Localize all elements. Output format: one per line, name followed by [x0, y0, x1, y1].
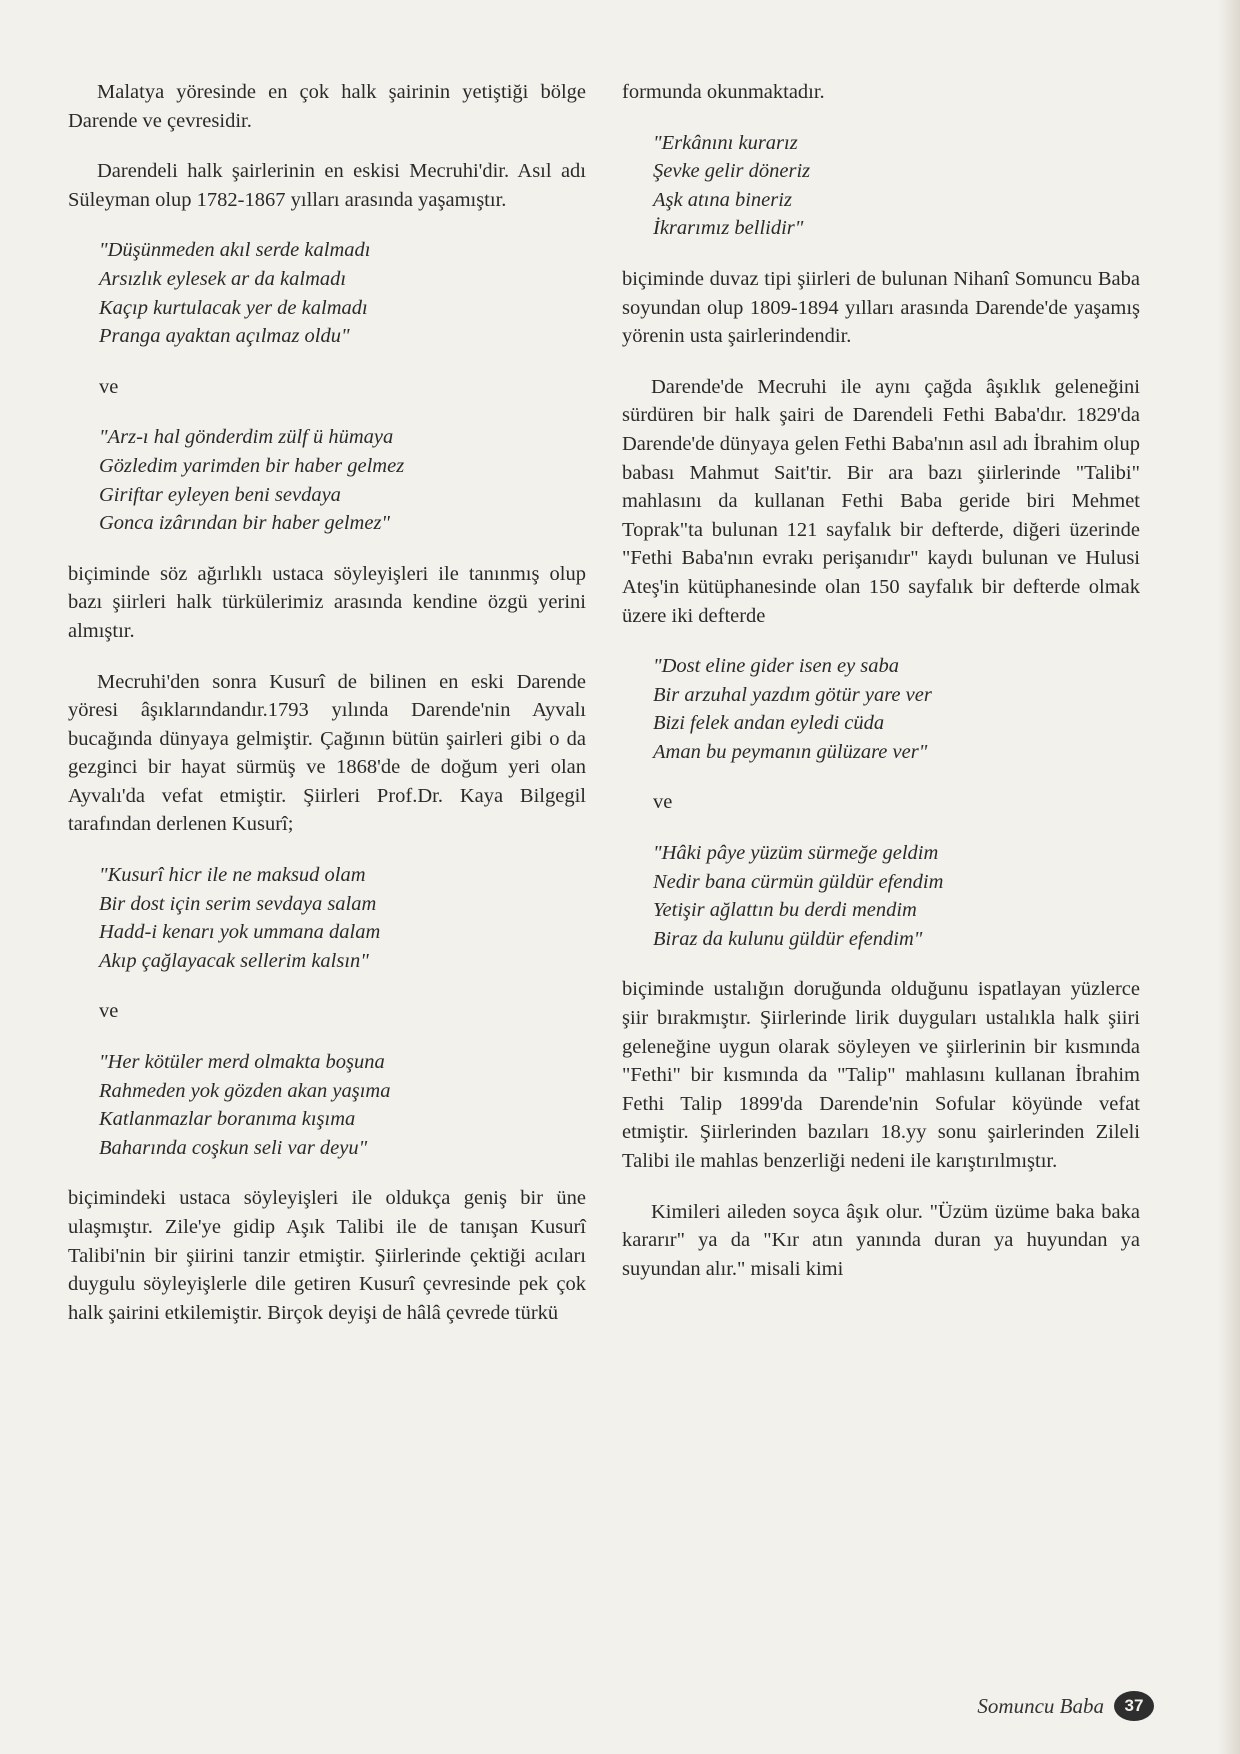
left-paragraph-5: biçimindeki ustaca söyleyişleri ile oldukça geniş bir üne ulaşmıştır. Zile'ye gidip Aşık Talibi ile de tanışan Kusurî Talibi'nin bir şiirini tanzir etmiştir. Şiirlerinde çektiği acıları duygulu söyleyişlerle dile getiren Kusurî çevresinde pek çok halk şairini etkilemiştir. Birçok deyişi de hâlâ çevrede türkü — [68, 1187, 586, 1324]
verse-line: "Dost eline gider isen ey saba — [653, 655, 900, 678]
verse-line: Şevke gelir döneriz — [653, 160, 811, 183]
verse-line: "Düşünmeden akıl serde kalmadı — [99, 239, 371, 262]
right-paragraph-2: biçiminde duvaz tipi şiirleri de bulunan Nihanî Somuncu Baba soyundan olup 1809-1894 yılları arasında Darende'de yaşamış yörenin usta şairlerindendir. — [622, 267, 1140, 348]
verse-line: Yetişir ağlattın bu derdi mendim — [653, 899, 917, 922]
verse-line: Bizi felek andan eyledi cüda — [653, 712, 885, 735]
right-verse-3 — [622, 839, 1140, 953]
page-number-badge: 37 — [1114, 1691, 1154, 1721]
left-paragraph-2: Darendeli halk şairlerinin en eskisi Mecruhi'dir. Asıl adı Süleyman olup 1782-1867 yılları arasında yaşamıştır. — [68, 160, 586, 211]
right-verse-1 — [622, 129, 1140, 243]
verse-line: Bir dost için serim sevdaya salam — [99, 892, 377, 915]
right-column — [622, 78, 1140, 1305]
verse-line: "Her kötüler merd olmakta boşuna — [99, 1051, 385, 1074]
verse-line: Giriftar eyleyen beni sevdaya — [99, 483, 341, 506]
left-verse-1 — [68, 236, 586, 350]
verse-line: Gonca izârından bir haber gelmez" — [99, 512, 391, 535]
verse-line: "Kusurî hicr ile ne maksud olam — [99, 864, 366, 887]
verse-line: Hadd-i kenarı yok ummana dalam — [99, 921, 381, 944]
right-paragraph-4: biçiminde ustalığın doruğunda olduğunu ispatlayan yüzlerce şiir bırakmıştır. Şiirlerinde lirik duyguları ustalıkla halk şiiri geleneğine uygun olarak söyleyen ve şiirlerinin bir kısmında "Fethi" bir kısmında da "Talip" mahlasını kullanan İbrahim Fethi Talip 1899'da Darende'nin Sofular köyünde vefat etmiştir. Şiirlerinden bazıları 18.yy sonu şairlerinden Zileli Talibi ile mahlas benzerliği nedeni ile karıştırılmıştır. — [622, 978, 1140, 1172]
verse-line: Bir arzuhal yazdım götür yare ver — [653, 683, 932, 706]
verse-line: Rahmeden yok gözden akan yaşıma — [99, 1079, 391, 1102]
left-paragraph-4: Mecruhi'den sonra Kusurî de bilinen en eski Darende yöresi âşıklarındandır.1793 yılında Darende'nin Ayvalı bucağında dünyaya gelmiştir. Çağının bütün şairleri gibi o da gezginci bir hayat sürmüş ve 1868'de de doğum yeri olan Ayvalı'da vefat etmiştir. Şiirleri Prof.Dr. Kaya Bilgegil tarafından derlenen Kusurî; — [68, 670, 586, 836]
left-conjunction-1: ve — [99, 375, 119, 398]
verse-line: Gözledim yarimden bir haber gelmez — [99, 454, 405, 477]
verse-line: "Arz-ı hal gönderdim zülf ü hümaya — [99, 426, 394, 449]
verse-line: Aman bu peymanın gülüzare ver" — [653, 740, 928, 763]
verse-line: Aşk atına bineriz — [653, 188, 792, 211]
right-paragraph-3: Darende'de Mecruhi ile aynı çağda âşıklık geleneğini sürdüren bir halk şairi de Darendeli Fethi Baba'dır. 1829'da Darende'de dünyaya gelen Fethi Baba'nın asıl adı İbrahim olup babası Mahmut Sait'tir. Bir ara bazı şiirlerinde "Talibi" mahlasını da kullanan Fethi Baba geride biri Mehmet Toprak"ta bulunan 121 sayfalık bir defterde, diğeri üzerinde "Fethi Baba'nın evrakı perişanıdır" kaydı bulunan ve Hulusi Ateş'in kütüphanesinde olan 150 sayfalık bir defterde olmak üzere iki defterde — [622, 375, 1140, 627]
left-conjunction-2: ve — [99, 1000, 119, 1023]
right-verse-2 — [622, 652, 1140, 766]
verse-line: "Hâki pâye yüzüm sürmeğe geldim — [653, 842, 939, 865]
right-conjunction-1: ve — [653, 791, 673, 814]
left-verse-3 — [68, 861, 586, 975]
left-column — [68, 78, 586, 1349]
page-footer — [977, 1691, 1154, 1721]
left-paragraph-3: biçiminde söz ağırlıklı ustaca söyleyişleri ile tanınmış olup bazı şiirleri halk türkülerimiz arasında kendine özgü yerini almıştır. — [68, 562, 586, 642]
verse-line: Baharında coşkun seli var deyu" — [99, 1136, 368, 1159]
left-verse-4 — [68, 1048, 586, 1162]
left-paragraph-1: Malatya yöresinde en çok halk şairinin yetiştiği bölge Darende ve çevresidir. — [68, 81, 586, 132]
page-edge-shadow — [1218, 0, 1240, 1754]
verse-line: Pranga ayaktan açılmaz oldu" — [99, 325, 350, 348]
verse-line: Kaçıp kurtulacak yer de kalmadı — [99, 296, 368, 319]
magazine-name: Somuncu Baba — [977, 1693, 1104, 1718]
verse-line: Akıp çağlayacak sellerim kalsın" — [99, 949, 369, 972]
right-paragraph-5: Kimileri aileden soyca âşık olur. "Üzüm üzüme baka baka kararır" ya da "Kır atın yanında duran ya huyundan ya suyundan alır." misali kimi — [622, 1200, 1140, 1280]
verse-line: Nedir bana cürmün güldür efendim — [653, 870, 944, 893]
verse-line: "Erkânını kurarız — [653, 131, 798, 154]
verse-line: Katlanmazlar boranıma kışıma — [99, 1108, 356, 1131]
right-paragraph-1: formunda okunmaktadır. — [622, 81, 825, 103]
verse-line: Biraz da kulunu güldür efendim" — [653, 927, 923, 950]
verse-line: İkrarımız bellidir" — [653, 217, 804, 240]
left-verse-2 — [68, 423, 586, 537]
verse-line: Arsızlık eylesek ar da kalmadı — [99, 267, 347, 290]
